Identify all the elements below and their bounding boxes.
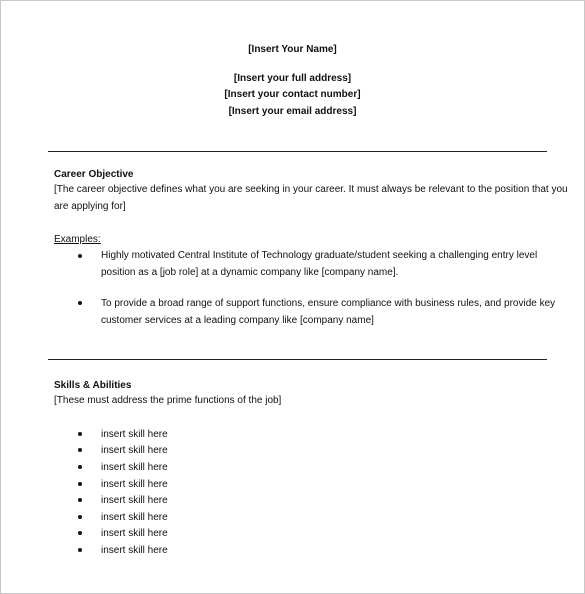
skill-item bbox=[1, 442, 201, 459]
skill-text: insert skill here bbox=[101, 429, 168, 440]
bullet-icon bbox=[78, 531, 82, 535]
examples-label: Examples: bbox=[54, 234, 101, 245]
skill-item bbox=[1, 509, 201, 526]
skill-text: insert skill here bbox=[101, 528, 168, 539]
bullet-icon bbox=[78, 301, 82, 305]
applicant-contact: [Insert your contact number] bbox=[224, 89, 361, 100]
skill-item bbox=[1, 459, 201, 476]
bullet-icon bbox=[78, 465, 82, 469]
bullet-icon bbox=[78, 254, 82, 258]
example-text-line1: To provide a broad range of support functions, ensure compliance with business rules, and provide key bbox=[101, 298, 556, 309]
example-text-line2: customer services at a leading company like [company name] bbox=[101, 315, 374, 326]
section-divider bbox=[48, 151, 547, 152]
skill-text: insert skill here bbox=[101, 479, 168, 490]
skill-text: insert skill here bbox=[101, 495, 168, 506]
career-objective-description-line2: are applying for] bbox=[54, 201, 126, 212]
skill-item bbox=[1, 492, 201, 509]
skill-item bbox=[1, 525, 201, 542]
example-text-line2: position as a [job role] at a dynamic company like [company name]. bbox=[101, 267, 399, 278]
applicant-name: [Insert Your Name] bbox=[248, 44, 337, 55]
section-divider bbox=[48, 359, 547, 360]
bullet-icon bbox=[78, 448, 82, 452]
career-objective-heading: Career Objective bbox=[54, 169, 134, 180]
bullet-icon bbox=[78, 482, 82, 486]
skill-text: insert skill here bbox=[101, 462, 168, 473]
bullet-icon bbox=[78, 498, 82, 502]
bullet-icon bbox=[78, 548, 82, 552]
skill-item bbox=[1, 542, 201, 559]
skill-item bbox=[1, 476, 201, 493]
skill-text: insert skill here bbox=[101, 445, 168, 456]
example-text-line1: Highly motivated Central Institute of Technology graduate/student seeking a challenging entry level bbox=[101, 250, 538, 261]
skill-text: insert skill here bbox=[101, 512, 168, 523]
bullet-icon bbox=[78, 432, 82, 436]
skills-heading: Skills & Abilities bbox=[54, 380, 132, 391]
applicant-address: [Insert your full address] bbox=[233, 73, 352, 84]
applicant-email: [Insert your email address] bbox=[228, 106, 357, 117]
skills-description: [These must address the prime functions of the job] bbox=[54, 395, 282, 406]
bullet-icon bbox=[78, 515, 82, 519]
career-objective-description-line1: [The career objective defines what you are seeking in your career. It must always be relevant to the position that you bbox=[54, 184, 568, 195]
skill-text: insert skill here bbox=[101, 545, 168, 556]
skill-item bbox=[1, 426, 201, 443]
